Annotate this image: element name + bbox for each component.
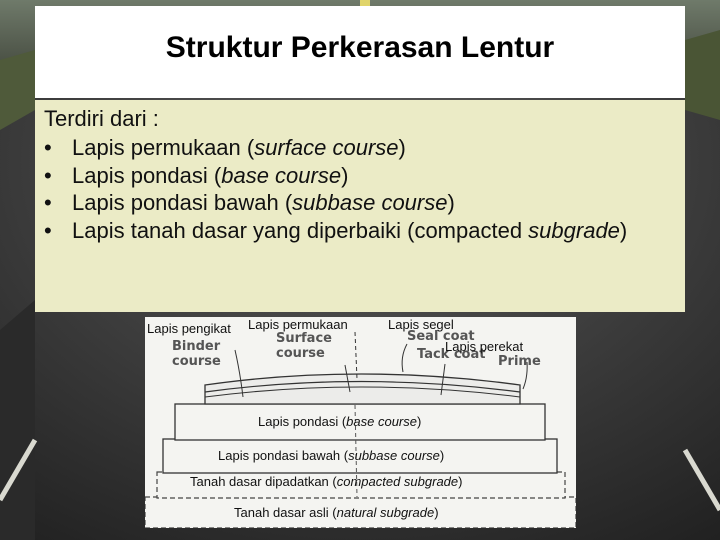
label-lapis-segel: Lapis segel xyxy=(388,317,454,332)
prime-label: Prime xyxy=(498,354,541,369)
label-base-course: Lapis pondasi (base course) xyxy=(258,414,422,429)
tack-coat-label: Tack coat xyxy=(417,347,486,362)
bullet-list xyxy=(44,134,674,244)
seal-coat-label: Seal coat xyxy=(407,329,475,344)
content-box xyxy=(35,100,685,312)
surface-course-label: Surface course xyxy=(276,331,332,361)
label-lapis-perekat: Lapis perekat xyxy=(445,339,524,354)
bullet-icon: • xyxy=(44,190,52,215)
bullet-icon: • xyxy=(44,162,52,188)
label-compacted-subgrade: Tanah dasar dipadatkan (compacted subgrade) xyxy=(190,474,463,489)
list-item: • Lapis permukaan (surface course) xyxy=(44,135,406,160)
label-natural-subgrade: Tanah dasar asli (natural subgrade) xyxy=(234,505,439,520)
list-item: • Lapis pondasi bawah (subbase course) xyxy=(44,190,455,215)
label-subbase-course: Lapis pondasi bawah (subbase course) xyxy=(218,448,445,463)
intro-text: Terdiri dari : xyxy=(44,106,159,131)
pavement-diagram xyxy=(145,317,576,528)
page-title: Struktur Perkerasan Lentur xyxy=(165,31,555,64)
list-item: • Lapis tanah dasar yang diperbaiki (compacted subgrade) xyxy=(44,217,628,243)
binder-course-label: Binder course xyxy=(172,339,221,369)
bullet-icon: • xyxy=(44,135,52,160)
title-box xyxy=(35,6,685,98)
list-item: • Lapis pondasi (base course) xyxy=(44,162,349,188)
bullet-icon: • xyxy=(44,217,52,243)
label-lapis-permukaan: Lapis permukaan xyxy=(248,317,348,332)
label-lapis-pengikat: Lapis pengikat xyxy=(147,321,231,336)
